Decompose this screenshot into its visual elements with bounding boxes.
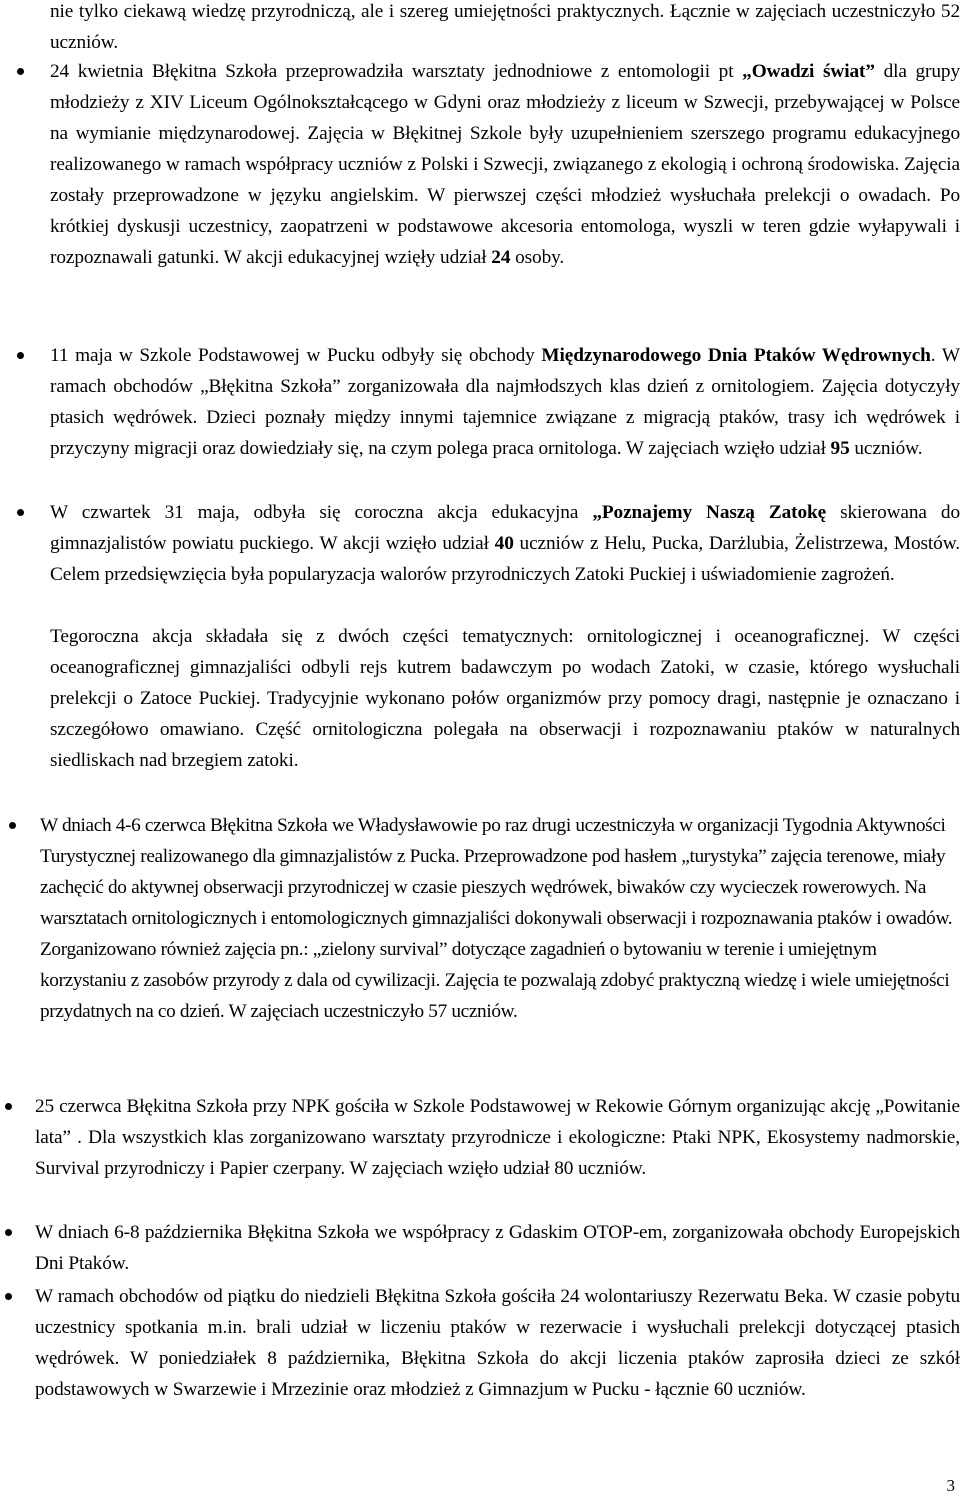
- list-item-text: W ramach obchodów od piątku do niedzieli Błękitna Szkoła gościła 24 wolontariuszy Rezerwatu Beka. W czasie pobytu uczestnicy spotkania m.in. brali udział w liczeniu ptaków w rezerwacie i wysłuchali prelekcji dotyczącej ptasich wędrówek. W poniedziałek 8 października, Błękitna Szkoła do akcji liczenia ptaków zaprosiła dzieci ze szkół podstawowych w Swarzewie i Mrzezinie oraz młodzież z Gimnazjum w Pucku - łącznie 60 uczniów.: [35, 1286, 960, 1400]
- page-number: 3: [946, 1476, 955, 1495]
- bullet-icon: [17, 509, 24, 516]
- list-item-text: W czwartek 31 maja, odbyła się coroczna akcja edukacyjna „Poznajemy Naszą Zatokę skierowana do gimnazjalistów powiatu puckiego. W akcji wzięło udział 40 uczniów z Helu, Pucka, Darżlubia, Żelistrzewa, Mostów. Celem przedsięwzięcia była popularyzacja walorów przyrodniczych Zatoki Puckiej i uświadomienie zagrożeń.: [50, 502, 960, 585]
- bullet-icon: [5, 1293, 12, 1300]
- continuation-paragraph: [0, 0, 960, 58]
- continuation-text: nie tylko ciekawą wiedzę przyrodniczą, ale i szereg umiejętności praktycznych. Łącznie w zajęciach uczestniczyło 52 uczniów.: [50, 1, 960, 53]
- list-item-text: 25 czerwca Błękitna Szkoła przy NPK gościła w Szkole Podstawowej w Rekowie Górnym organizując akcję „Powitanie lata” . Dla wszystkich klas zorganizowano warsztaty przyrodnicze i ekologiczne: Ptaki NPK, Ekosystemy nadmorskie, Survival przyrodniczy i Papier czerpany. W zajęciach wzięło udział 80 uczniów.: [35, 1096, 960, 1179]
- bullet-icon: [5, 1103, 12, 1110]
- list-item-text: 24 kwietnia Błękitna Szkoła przeprowadziła warsztaty jednodniowe z entomologii pt „Owadzi świat” dla grupy młodzieży z XIV Liceum Ogólnokształcącego w Gdyni oraz młodzieży z liceum w Szwecji, przebywającej w Polsce na wymianie międzynarodowej. Zajęcia w Błękitnej Szkole były uzupełnieniem szerszego programu edukacyjnego realizowanego w ramach współpracy uczniów z Polski i Szwecji, związanego z ekologią i ochroną środowiska. Zajęcia zostały przeprowadzone w języku angielskim. W pierwszej części młodzież wysłuchała prelekcji o owadach. Po krótkiej dyskusji uczestnicy, zaopatrzeni w podstawowe akcesoria entomologa, wyszli w teren gdzie wyłapywali i rozpoznawali gatunki. W akcji edukacyjnej wzięły udział 24 osoby.: [50, 61, 960, 268]
- list-item-text: W dniach 4-6 czerwca Błękitna Szkoła we Władysławowie po raz drugi uczestniczyła w organizacji Tygodnia Aktywności Turystycznej realizowanego dla gimnazjalistów z Pucka. Przeprowadzone pod hasłem „turystyka” zajęcia terenowe, miały zachęcić do aktywnej obserwacji przyrodniczej w czasie pieszych wędrówek, biwaków czy wycieczek rowerowych. Na warsztatach ornitologicznych i entomologicznych gimnazjaliści dokonywali obserwacji i rozpoznawania ptaków i owadów. Zorganizowano również zajęcia pn.: „zielony survival” dotyczące zagadnień o bytowaniu w terenie i umiejętnym korzystaniu z zasobów przyrody z dala od cywilizacji. Zajęcia te pozwalają zdobyć praktyczną wiedzę i wiele umiejętności przydatnych na co dzień. W zajęciach uczestniczyło 57 uczniów.: [40, 815, 953, 1022]
- bullet-icon: [17, 68, 24, 75]
- list-item-text: 11 maja w Szkole Podstawowej w Pucku odbyły się obchody Międzynarodowego Dnia Ptaków Wędrownych. W ramach obchodów „Błękitna Szkoła” zorganizowała dla najmłodszych klas dzień z ornitologiem. Zajęcia dotyczyły ptasich wędrówek. Dzieci poznały między innymi tajemnice związane z migracją ptaków, trasy ich wędrówek i przyczyny migracji oraz dowiedziały się, na czym polega praca ornitologa. W zajęciach wzięło udział 95 uczniów.: [50, 345, 960, 459]
- bullet-icon: [5, 1229, 12, 1236]
- list-item-continuation: Tegoroczna akcja składała się z dwóch części tematycznych: ornitologicznej i oceanograficznej. W części oceanograficznej gimnazjaliści odbyli rejs kutrem badawczym po wodach Zatoki, w czasie, którego wysłuchali prelekcji o Zatoce Puckiej. Tradycyjnie wykonano połów organizmów przy pomocy dragi, następnie je oznaczano i szczegółowo omawiano. Część ornitologiczna polegała na obserwacji i rozpoznawaniu ptaków w naturalnych siedliskach nad brzegiem zatoki.: [50, 626, 960, 771]
- bullet-icon: [9, 822, 16, 829]
- list-item-text: W dniach 6-8 października Błękitna Szkoła we współpracy z Gdaskim OTOP-em, zorganizowała obchody Europejskich Dni Ptaków.: [35, 1222, 960, 1274]
- bullet-icon: [17, 352, 24, 359]
